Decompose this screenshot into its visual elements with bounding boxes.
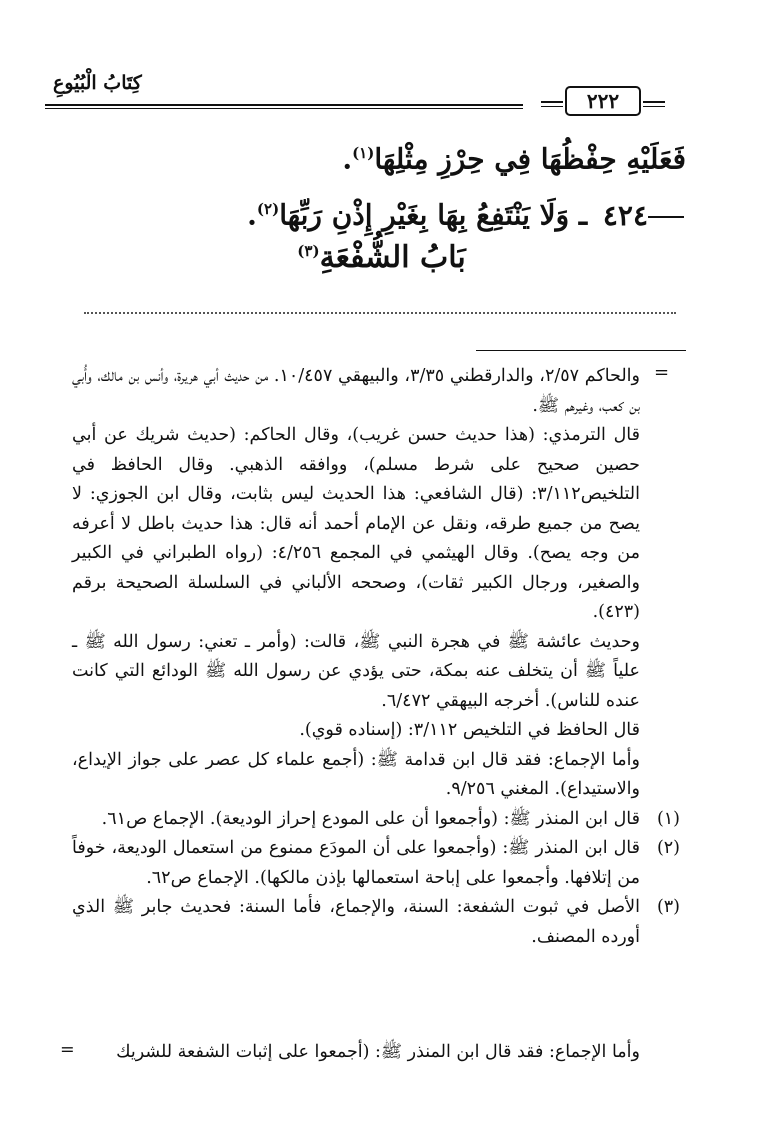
badge-rule-left-thin bbox=[541, 106, 563, 107]
book-title: كِتَابُ الْبُيُوعِ bbox=[53, 72, 142, 94]
footnote-tail-text: وأما الإجماع: فقد قال ابن المنذر ﷺ: (أجمعوا على إثبات الشفعة للشريك bbox=[116, 1042, 640, 1062]
footnote-continuation bbox=[72, 362, 680, 805]
footnote-paragraph: والحاكم ٢/٥٧، والدارقطني ٣/٣٥، والبيهقي ١٠/٤٥٧. من حديث أبي هريرة، وأنس بن مالك، وأُبي بن كعب، وغيرهم ﷺ. bbox=[72, 366, 640, 416]
main-line-1-end: . bbox=[342, 142, 353, 176]
footnote-separator bbox=[476, 350, 686, 351]
main-text bbox=[60, 128, 686, 241]
footnotes bbox=[72, 362, 680, 952]
footnote-paragraph: وحديث عائشة ﷺ في هجرة النبي ﷺ، قالت: (وأمر ـ تعني: رسول الله ﷺ ـ علياً ﷺ أن يتخلف عنه بمكة، حتى يؤدي عن رسول الله ﷺ الودائع التي كانت عنده للناس). أخرجه البيهقي ٦/٤٧٢. bbox=[72, 631, 640, 711]
dotted-divider bbox=[84, 312, 676, 314]
footnote-mark: (٢) bbox=[656, 838, 680, 858]
badge-rule-left bbox=[541, 101, 563, 103]
page-header bbox=[45, 68, 715, 113]
main-line-2-text: ـ وَلَا يَنْتَفِعُ بِهَا بِغَيْرِ إِذْنِ رَبِّهَا bbox=[279, 198, 588, 232]
footnote-3 bbox=[72, 893, 680, 952]
footnote-ref-2: (٢) bbox=[256, 200, 280, 219]
hadith-number: ٤٢٤ bbox=[602, 198, 648, 232]
main-line-2-end: . bbox=[247, 198, 257, 232]
main-line-1 bbox=[60, 128, 686, 184]
continuation-mark-end: = bbox=[60, 1040, 75, 1060]
page-number-badge bbox=[565, 86, 641, 116]
footnote-paragraph: قال الحافظ في التلخيص ٣/١١٢: (إسناده قوي). bbox=[299, 720, 640, 740]
footnote-text: قال ابن المنذر ﷺ: (وأجمعوا أن على المودع إحراز الوديعة). الإجماع ص٦١. bbox=[101, 808, 640, 829]
main-line-1-text: فَعَلَيْهِ حِفْظُهَا فِي حِرْزِ مِثْلِهَا bbox=[374, 142, 686, 176]
footnote-ref-1: (١) bbox=[352, 144, 375, 162]
hadith-number-marker bbox=[603, 191, 686, 241]
footnote-paragraph: وأما الإجماع: فقد قال ابن قدامة ﷺ: (أجمع علماء كل عصر على جواز الإيداع، والاستيداع). المغني ٩/٢٥٦. bbox=[72, 749, 640, 799]
badge-rule-right bbox=[643, 101, 665, 103]
badge-rule-right-thin bbox=[643, 106, 665, 107]
main-line-2 bbox=[60, 184, 686, 240]
header-rule-thin bbox=[45, 108, 523, 109]
hadith-arrow-icon bbox=[648, 216, 684, 218]
chapter-title: بَابُ الشُّفْعَةِ bbox=[319, 240, 466, 275]
footnote-mark: (٣) bbox=[656, 897, 680, 917]
footnote-ref-3: (٣) bbox=[297, 242, 320, 260]
footnote-paragraph: قال الترمذي: (هذا حديث حسن غريب)، وقال الحاكم: (حديث شريك عن أبي حصين صحيح على شرط مسلم)، ووافقه الذهبي. وقال الحافظ في التلخيص٣/١١٢: (قال الشافعي: هذا الحديث ليس بثابت، وقال ابن الجوزي: لا يصح من جميع طرقه، ونقل عن الإمام أحمد أنه قال: هذا حديث باطل لا أعرفه من وجه يصح). وقال الهيثمي في المجمع ٤/٢٥٦: (رواه الطبراني في الكبير والصغير، ورجال الكبير ثقات)، وصححه الألباني في السلسلة الصحيحة برقم (٤٢٣). bbox=[72, 425, 640, 622]
footnote-text: قال ابن المنذر ﷺ: (وأجمعوا على أن المودَع ممنوع من استعمال الوديعة، خوفاً من إتلافها. وأجمعوا على إباحة استعمالها بإذن مالكها). الإجماع ص٦٢. bbox=[72, 838, 640, 888]
header-rule bbox=[45, 104, 523, 106]
footnote-tail-line bbox=[60, 1040, 640, 1066]
footnote-2 bbox=[72, 834, 680, 893]
footnote-1 bbox=[72, 805, 680, 835]
footnote-mark: (١) bbox=[656, 808, 680, 829]
continuation-mark: = bbox=[654, 362, 670, 383]
footnote-text: الأصل في ثبوت الشفعة: السنة، والإجماع، فأما السنة: فحديث جابر ﷺ الذي أورده المصنف. bbox=[72, 897, 640, 947]
chapter-heading bbox=[0, 240, 763, 275]
page-number: ٢٢٢ bbox=[586, 89, 620, 113]
